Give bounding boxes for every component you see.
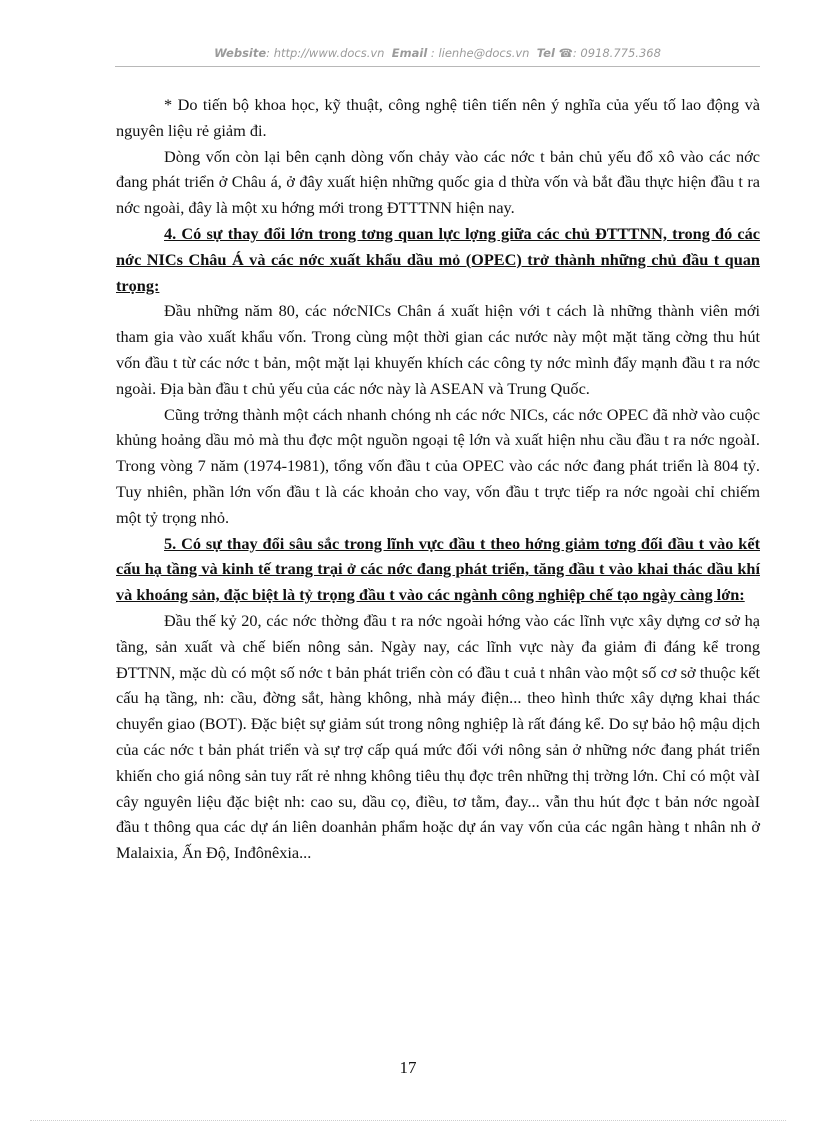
paragraph: Đầu những năm 80, các nớcNICs Chân á xuất hiện với t cách là những thành viên mới tham gia vào xuất khẩu vốn. Trong cùng một thời gian các nước này một mặt tăng cờng thu hút vốn đầu t từ các nớc t bản, một mặt lại khuyến khích các công ty nớc mình đẩy mạnh đầu t ra nớc ngoài. Địa bàn đầu t chủ yếu của các nớc này là ASEAN và Trung Quốc. [116,301,760,398]
paragraph: Đầu thế kỷ 20, các nớc thờng đầu t ra nớc ngoài hớng vào các lĩnh vực xây dựng cơ sở hạ tầng, sản xuất và chế biến nông sản. Ngày nay, các lĩnh vực này đa giảm đi đáng kể trong ĐTTNN, mặc dù có một số nớc t bản phát triển còn có đầu t cuả t nhân vào một số cơ sở thuộc kết cấu hạ tầng, nh: cầu, đờng sắt, hàng không, nhà máy điện... theo hình thức xây dựng khai thác chuyển giao (BOT). Đặc biệt sự giảm sút trong nông nghiệp là rất đáng kể. Do sự bảo hộ mậu dịch của các nớc t bản phát triển và sự trợ cấp quá mức đối với nông sản ở những nớc đang phát triển khiến cho giá nông sản tuy rất rẻ nhng không tiêu thụ đợc trên những thị trờng lớn. Chỉ có một vàI cây nguyên liệu đặc biệt nh: cao su, dầu cọ, điều, tơ tằm, đay... vẫn thu hút đợc t bản nớc ngoàI đầu t thông qua các dự án liên doanhản phẩm hoặc dự án vay vốn của các ngân hàng t nhân nh ở Malaixia, Ấn Độ, Inđônêxia... [116,610,760,863]
phone-icon: ☎ [558,46,573,60]
page-header [115,46,760,60]
email-address[interactable]: : lienhe@docs.vn [430,46,530,60]
paragraph: * Do tiến bộ khoa học, kỹ thuật, công nghệ tiên tiến nên ý nghĩa của yếu tố lao động và nguyên liệu rẻ giảm đi. [116,95,760,140]
paragraph: Dòng vốn còn lại bên cạnh dòng vốn chảy vào các nớc t bản chủ yếu đổ xô vào các nớc đang phát triển ở Châu á, ở đây xuất hiện những quốc gia d thừa vốn và bắt đầu thực hiện đầu t ra nớc ngoài, đây là một xu hớng mới trong ĐTTTNN hiện nay. [116,146,760,218]
paragraph: Cũng trởng thành một cách nhanh chóng nh các nớc NICs, các nớc OPEC đã nhờ vào cuộc khủng hoảng dầu mỏ mà thu đợc một nguồn ngoại tệ lớn và xuất hiện nhu cầu đầu t ra nớc ngoàI. Trong vòng 7 năm (1974-1981), tổng vốn đầu t của OPEC vào các nớc đang phát triển là 804 tỷ. Tuy nhiên, phần lớn vốn đầu t là các khoản cho vay, vốn đầu t trực tiếp ra nớc ngoài chỉ chiếm một tỷ trọng nhỏ. [116,404,760,527]
section-heading-5: 5. Có sự thay đổi sâu sắc trong lĩnh vực đầu t theo hớng giảm tơng đối đầu t vào kết cấu hạ tầng và kinh tế trang trại ở các nớc đang phát triển, tăng đầu t vào khai thác dầu khí và khoáng sản, đặc biệt là tỷ trọng đầu t vào các ngành công nghiệp chế tạo ngày càng lớn: [116,533,760,605]
page-number: 17 [399,1058,417,1077]
website-label: Website [214,46,267,60]
section-heading-4: 4. Có sự thay đổi lớn trong tơng quan lực lợng giữa các chủ ĐTTTNN, trong đó các nớc NICs Châu Á và các nớc xuất khẩu dầu mỏ (OPEC) trở thành những chủ đầu t quan trọng: [116,223,760,295]
header-divider [115,66,760,67]
email-label: Email [391,46,428,60]
document-body [116,92,760,866]
phone-number: : 0918.775.368 [572,46,661,60]
tel-label: Tel [536,46,555,60]
footer-divider [30,1120,786,1121]
website-url[interactable]: : http://www.docs.vn [266,46,385,60]
